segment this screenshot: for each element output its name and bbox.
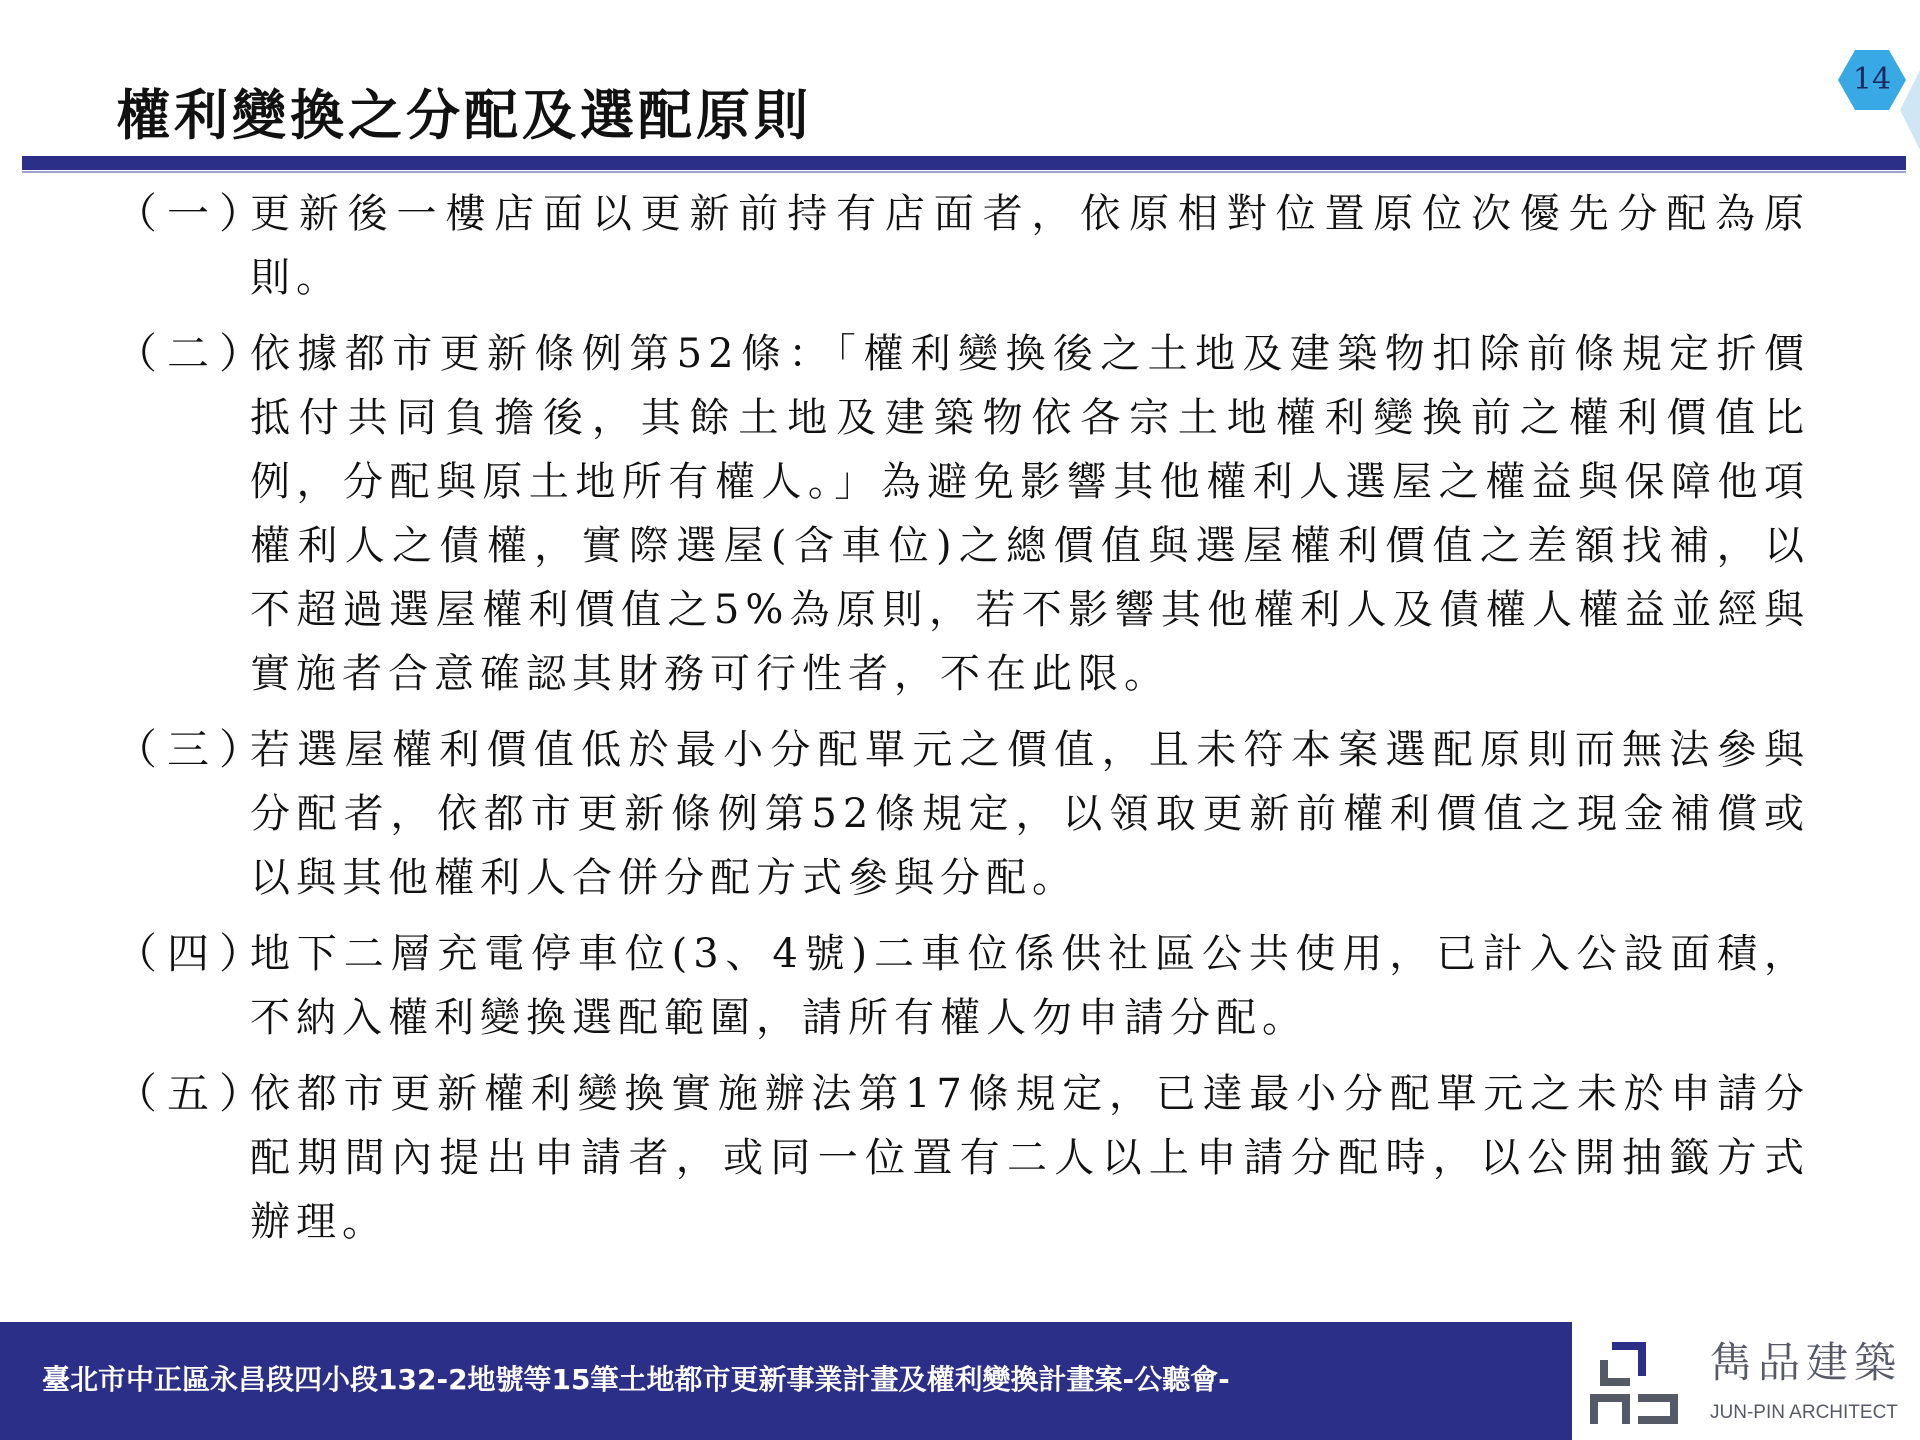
principles-list bbox=[0, 182, 1920, 1266]
title-divider-shadow bbox=[22, 171, 1906, 173]
footer-band bbox=[0, 1322, 1572, 1440]
item-text: 若選屋權利價值低於最小分配單元之價值，且未符本案選配原則而無法參與分配者，依都市更新條例第52條規定，以領取更新前權利價值之現金補償或以與其他權利人合併分配方式參與分配。 bbox=[250, 727, 1810, 901]
page-number: 14 bbox=[1852, 62, 1892, 97]
item-text: 依據都市更新條例第52條：「權利變換後之土地及建築物扣除前條規定折價抵付共同負擔後，其餘土地及建築物依各宗土地權利變換前之權利價值比例，分配與原土地所有權人。」為避免影響其他權利人選屋之權益與保障他項權利人之債權，實際選屋(含車位)之總價值與選屋權利價值之差額找補，以不超過選屋權利價值之5%為原則，若不影響其他權利人及債權人權益並經與實施者合意確認其財務可行性者，不在此限。 bbox=[250, 331, 1810, 697]
title-divider bbox=[22, 156, 1906, 170]
item-marker: （三） bbox=[115, 725, 272, 774]
item-text: 地下二層充電停車位(3、4號)二車位係供社區公共使用，已計入公設面積，不納入權利變換選配範圍，請所有權人勿申請分配。 bbox=[250, 931, 1810, 1041]
company-logo bbox=[1572, 1322, 1920, 1440]
company-logo-icon bbox=[1590, 1338, 1680, 1428]
page-number-badge bbox=[1838, 50, 1906, 110]
company-name-cn: 雋品建築 bbox=[1710, 1338, 1903, 1387]
item-text: 依都市更新權利變換實施辦法第17條規定，已達最小分配單元之未於申請分配期間內提出申請者，或同一位置有二人以上申請分配時，以公開抽籤方式辦理。 bbox=[250, 1071, 1810, 1245]
list-item bbox=[0, 182, 1920, 310]
item-marker: （二） bbox=[115, 329, 272, 378]
item-text: 更新後一樓店面以更新前持有店面者，依原相對位置原位次優先分配為原則。 bbox=[250, 191, 1810, 301]
list-item bbox=[0, 1062, 1920, 1254]
list-item bbox=[0, 322, 1920, 706]
list-item bbox=[0, 922, 1920, 1050]
company-name-en: JUN-PIN ARCHITECT bbox=[1710, 1402, 1898, 1423]
list-item bbox=[0, 718, 1920, 910]
footer-project-title: 臺北市中正區永昌段四小段132-2地號等15筆土地都市更新事業計畫及權利變換計畫案-公聽會- bbox=[42, 1363, 1230, 1396]
item-marker: （四） bbox=[115, 929, 272, 978]
item-marker: （五） bbox=[115, 1069, 272, 1118]
item-marker: （一） bbox=[115, 189, 272, 238]
footer bbox=[0, 1322, 1920, 1440]
slide-title: 權利變換之分配及選配原則 bbox=[116, 84, 812, 147]
